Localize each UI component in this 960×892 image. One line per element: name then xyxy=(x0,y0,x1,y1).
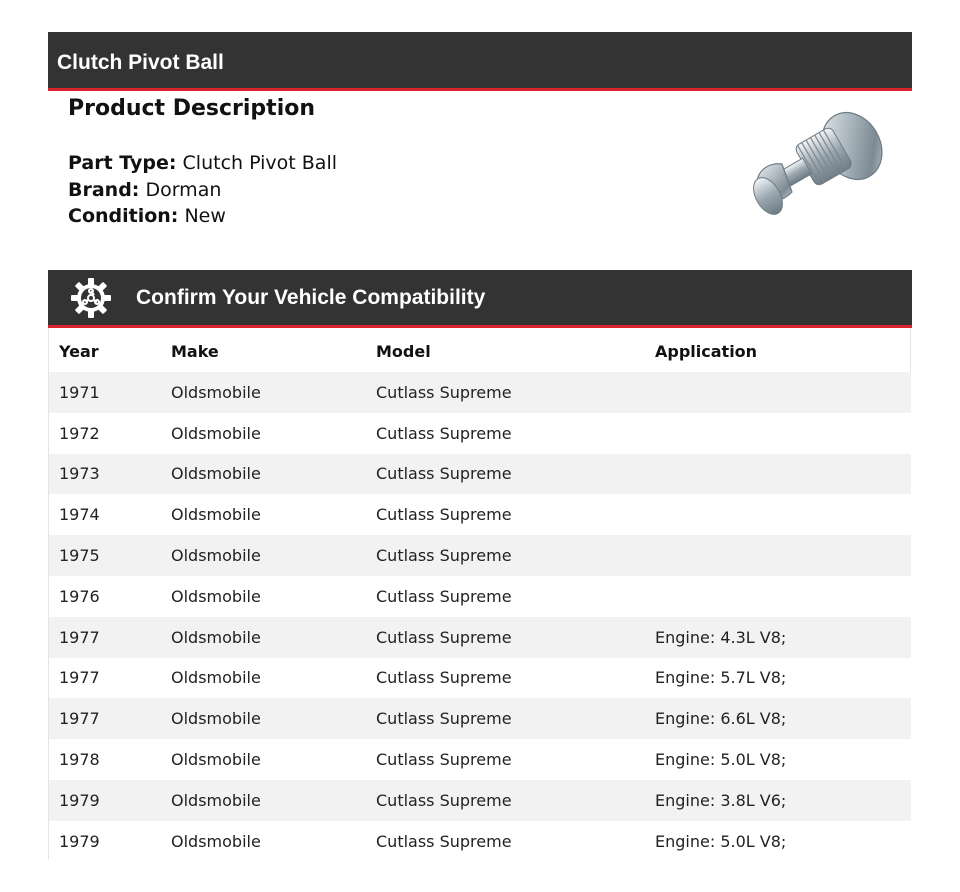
make-cell: Oldsmobile xyxy=(171,464,261,484)
make-cell: Oldsmobile xyxy=(171,831,261,851)
description-list xyxy=(68,150,337,230)
application-cell: Engine: 3.8L V6; xyxy=(655,790,787,810)
make-cell: Oldsmobile xyxy=(171,382,261,402)
gear-icon xyxy=(69,276,113,320)
year-cell: 1977 xyxy=(59,627,100,647)
column-header-application: Application xyxy=(655,341,758,361)
make-cell: Oldsmobile xyxy=(171,586,261,606)
year-cell: 1978 xyxy=(59,750,100,770)
compatibility-title: Confirm Your Vehicle Compatibility xyxy=(136,285,486,309)
year-cell: 1976 xyxy=(59,586,100,606)
model-cell: Cutlass Supreme xyxy=(376,464,512,484)
application-cell xyxy=(645,413,911,454)
year-cell: 1979 xyxy=(59,831,100,851)
application-cell xyxy=(645,576,911,617)
model-cell: Cutlass Supreme xyxy=(376,750,512,770)
make-cell: Oldsmobile xyxy=(171,668,261,688)
brand-row xyxy=(68,177,337,204)
table-row xyxy=(49,576,911,617)
make-cell: Oldsmobile xyxy=(171,709,261,729)
application-cell xyxy=(645,454,911,495)
make-cell: Oldsmobile xyxy=(171,505,261,525)
model-cell: Cutlass Supreme xyxy=(376,586,512,606)
table-row xyxy=(49,821,911,862)
table-row xyxy=(49,780,911,821)
description-heading: Product Description xyxy=(68,96,316,121)
application-cell xyxy=(645,494,911,535)
application-cell: Engine: 5.0L V8; xyxy=(655,750,787,770)
column-header-year: Year xyxy=(59,341,99,361)
year-cell: 1977 xyxy=(59,709,100,729)
model-cell: Cutlass Supreme xyxy=(376,709,512,729)
year-cell: 1972 xyxy=(59,423,100,443)
year-cell: 1973 xyxy=(59,464,100,484)
column-header-model: Model xyxy=(376,341,431,361)
part-type-row xyxy=(68,150,337,177)
table-row xyxy=(49,617,911,658)
condition-row xyxy=(68,203,337,230)
model-cell: Cutlass Supreme xyxy=(376,790,512,810)
table-row xyxy=(49,658,911,699)
condition-value: New xyxy=(184,205,226,227)
application-cell: Engine: 6.6L V8; xyxy=(655,709,787,729)
column-header-make: Make xyxy=(171,341,219,361)
condition-label: Condition: xyxy=(68,205,179,227)
compatibility-bar xyxy=(48,270,912,328)
model-cell: Cutlass Supreme xyxy=(376,668,512,688)
make-cell: Oldsmobile xyxy=(171,627,261,647)
table-row xyxy=(49,413,911,454)
part-type-label: Part Type: xyxy=(68,152,177,174)
model-cell: Cutlass Supreme xyxy=(376,423,512,443)
brand-label: Brand: xyxy=(68,178,140,201)
application-cell xyxy=(645,535,911,576)
application-cell: Engine: 4.3L V8; xyxy=(655,627,787,647)
year-cell: 1979 xyxy=(59,790,100,810)
table-row xyxy=(49,494,911,535)
table-header-row xyxy=(49,328,911,372)
model-cell: Cutlass Supreme xyxy=(376,505,512,525)
year-cell: 1975 xyxy=(59,546,100,566)
make-cell: Oldsmobile xyxy=(171,790,261,810)
compatibility-table-wrap xyxy=(48,328,911,859)
model-cell: Cutlass Supreme xyxy=(376,546,512,566)
table-row xyxy=(49,535,911,576)
application-cell: Engine: 5.0L V8; xyxy=(655,831,787,851)
brand-value: Dorman xyxy=(145,178,222,201)
model-cell: Cutlass Supreme xyxy=(376,627,512,647)
table-row xyxy=(49,454,911,495)
make-cell: Oldsmobile xyxy=(171,546,261,566)
table-row xyxy=(49,372,911,413)
model-cell: Cutlass Supreme xyxy=(376,831,512,851)
table-row xyxy=(49,698,911,739)
application-cell xyxy=(645,372,911,413)
part-type-value: Clutch Pivot Ball xyxy=(182,152,338,174)
make-cell: Oldsmobile xyxy=(171,750,261,770)
product-title: Clutch Pivot Ball xyxy=(57,51,224,74)
year-cell: 1977 xyxy=(59,668,100,688)
model-cell: Cutlass Supreme xyxy=(376,382,512,402)
compatibility-table xyxy=(49,328,911,862)
application-cell: Engine: 5.7L V8; xyxy=(655,668,787,688)
make-cell: Oldsmobile xyxy=(171,423,261,443)
clutch-pivot-ball-image xyxy=(748,102,888,224)
table-row xyxy=(49,739,911,780)
year-cell: 1974 xyxy=(59,505,100,525)
year-cell: 1971 xyxy=(59,382,100,402)
product-title-bar xyxy=(48,32,912,91)
